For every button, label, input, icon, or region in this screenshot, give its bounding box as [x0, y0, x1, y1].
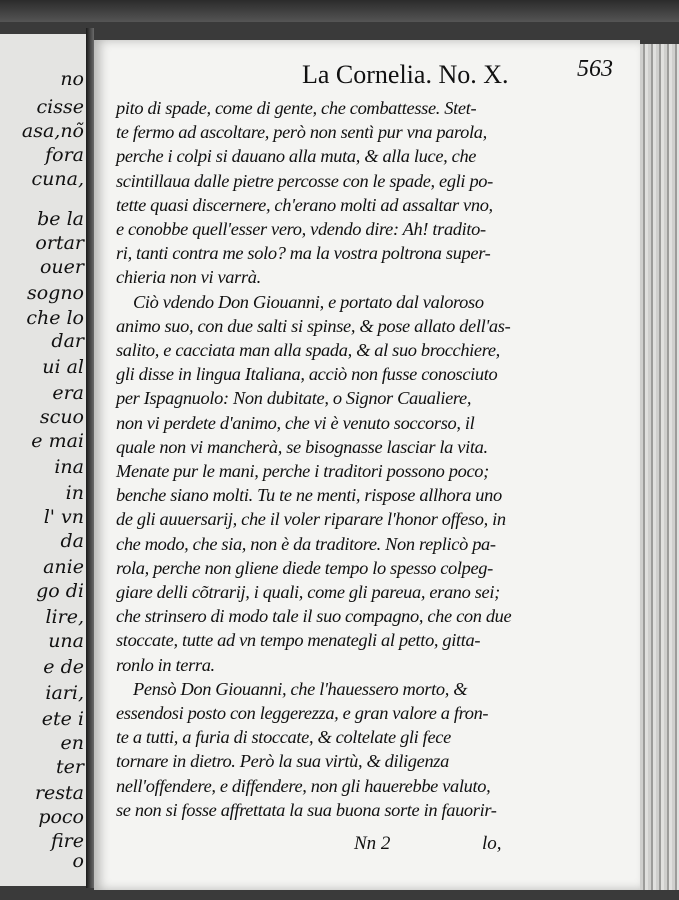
- text-line: per Ispagnuolo: Non dubitate, o Signor Caualiere,: [116, 388, 472, 409]
- text-line: nell'offendere, e diffendere, non gli hauerebbe valuto,: [116, 775, 491, 796]
- left-page-fragment: era: [52, 382, 84, 404]
- left-page-fragment: resta: [34, 782, 84, 804]
- running-title: La Cornelia. No. X.: [302, 60, 509, 89]
- text-line: animo suo, con due salti si spinse, & pose allato dell'as-: [116, 315, 511, 336]
- text-line: te fermo ad ascoltare, però non sentì pur vna parola,: [116, 122, 487, 143]
- left-page-fragment: fora: [45, 144, 84, 166]
- catchword: lo,: [482, 833, 502, 854]
- left-page-fragment: be la: [37, 208, 84, 230]
- left-page-fragment: ortar: [35, 232, 84, 254]
- left-page-fragment: sogno: [26, 282, 84, 304]
- text-line: giare delli cõtrarij, i quali, come gli pareua, erano sei;: [116, 582, 500, 603]
- left-page-fragment: ui al: [42, 356, 84, 378]
- text-line: stoccate, tutte ad vn tempo menategli al petto, gitta-: [116, 630, 481, 651]
- left-page-fragment: ter: [56, 756, 84, 778]
- page-header: [192, 48, 632, 88]
- left-page-fragment: fire: [51, 830, 84, 852]
- signature-mark: Nn 2: [354, 833, 391, 854]
- left-page-fragment: poco: [38, 806, 84, 828]
- text-line: che modo, che sia, non è da traditore. Non replicò pa-: [116, 533, 496, 554]
- text-line: se non si fosse affrettata la sua buona sorte in fauorir-: [116, 799, 497, 820]
- page-edges: [640, 44, 679, 890]
- text-line: perche i colpi si dauano alla muta, & alla luce, che: [116, 146, 477, 167]
- text-line: non vi perdete d'animo, che vi è venuto soccorso, il: [116, 412, 475, 433]
- left-page-fragment: da: [60, 530, 84, 552]
- left-page-fragment: cisse: [36, 96, 84, 118]
- text-line: Ciò vdendo Don Giouanni, e portato dal valoroso: [133, 291, 484, 312]
- left-page-fragment: anie: [43, 556, 84, 578]
- left-page-fragment: l' vn: [43, 506, 84, 528]
- text-line: quale non vi mancherà, se bisognasse lasciar la vita.: [116, 436, 488, 457]
- left-page-fragment: e mai: [31, 430, 84, 452]
- right-page: [94, 40, 640, 890]
- left-page-fragment: lire,: [45, 606, 84, 628]
- left-page-fragment: iari,: [45, 682, 84, 704]
- text-line: che strinsero di modo tale il suo compagno, che con due: [116, 606, 512, 627]
- text-line: essendosi posto con leggerezza, e gran valore a fron-: [116, 703, 489, 724]
- text-line: scintillaua dalle pietre percosse con le spade, egli po-: [116, 170, 493, 191]
- text-line: salito, e cacciata man alla spada, & al suo brocchiere,: [116, 340, 500, 361]
- book-gutter: [86, 28, 94, 888]
- left-page-fragment: go di: [36, 580, 84, 602]
- footer-line: [354, 833, 534, 859]
- text-line: e conobbe quell'esser vero, vdendo dire: Ah! tradito-: [116, 219, 486, 240]
- text-line: te a tutti, a furia di stoccate, & coltelate gli fece: [116, 727, 451, 748]
- scan-background: [0, 0, 679, 22]
- text-line: ri, tanti contra me solo? ma la vostra poltrona super-: [116, 243, 491, 264]
- text-line: pito di spade, come di gente, che combattesse. Stet-: [116, 98, 477, 118]
- text-line: tornare in dietro. Però la sua virtù, & diligenza: [116, 751, 449, 772]
- left-page-fragment: scuo: [39, 406, 84, 428]
- left-page: [0, 34, 89, 886]
- text-line: tette quasi discernere, ch'erano molti ad assaltar vno,: [116, 194, 493, 215]
- left-page-fragment: dar: [51, 330, 84, 352]
- text-line: rola, perche non gliene diede tempo lo spesso colpeg-: [116, 557, 493, 578]
- left-page-fragment: ina: [54, 456, 84, 478]
- left-page-fragment: no: [60, 68, 84, 90]
- left-page-fragment: in: [65, 482, 84, 504]
- left-page-fragment: cuna,: [31, 168, 84, 190]
- text-line: Pensò Don Giouanni, che l'hauessero morto, &: [133, 678, 468, 699]
- left-page-fragment: asa,nõ: [21, 120, 84, 142]
- left-page-fragment: ouer: [39, 256, 84, 278]
- text-line: benche siano molti. Tu te ne menti, rispose allhora uno: [116, 485, 502, 506]
- left-page-fragment: e de: [43, 656, 84, 678]
- left-page-fragment: ete i: [41, 708, 84, 730]
- text-line: Menate pur le mani, perche i traditori possono poco;: [116, 461, 489, 482]
- left-page-fragment: en: [60, 732, 84, 754]
- left-page-fragment: che lo: [26, 307, 84, 329]
- left-page-fragment: o: [72, 850, 84, 872]
- text-line: de gli auuersarij, che il voler riparare l'honor offeso, in: [116, 509, 506, 530]
- left-page-fragment: una: [48, 630, 84, 652]
- text-line: chieria non vi varrà.: [116, 267, 261, 288]
- body-text: [116, 96, 532, 822]
- text-line: ronlo in terra.: [116, 654, 215, 675]
- page-number: 563: [577, 56, 613, 82]
- text-line: gli disse in lingua Italiana, acciò non fusse conosciuto: [116, 364, 498, 385]
